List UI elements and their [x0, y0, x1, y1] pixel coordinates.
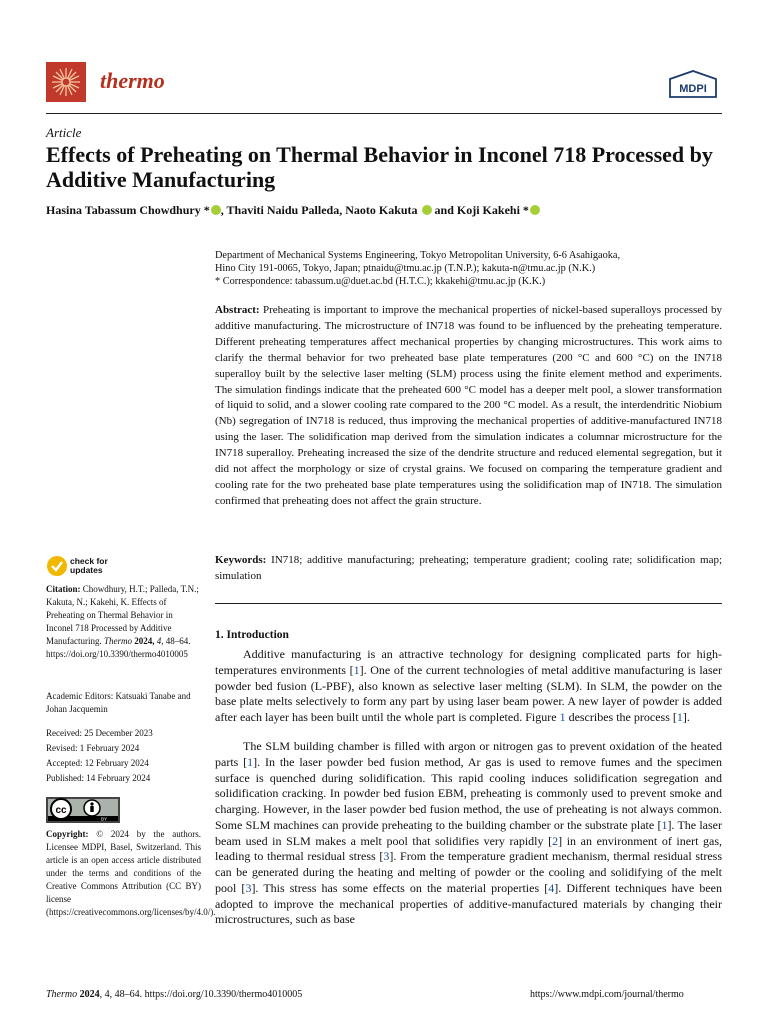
text-run: describes the process [	[565, 710, 677, 724]
cc-by-license-icon[interactable]	[46, 797, 120, 823]
abstract-text: Preheating is important to improve the mechanical properties of nickel-based superalloys processed by additive manufacturing. The microstructure of IN718 was found to be influenced by the preheating temperature. Different preheating temperatures affect mechanical properties by changing microstructures. This work aims to clarify the thermal behavior for two preheated base plate temperatures (200 °C and 600 °C) on the IN718 superalloy built by the selective laser melting (SLM) process using the finite element method and experiments. The simulation findings indicate that the preheated 600 °C model has a deeper melt pool, a slower transformation of liquid to solid, and a slower cooling rate compared to the 200 °C model. As a result, the interdendritic Niobium (Nb) segregation of IN718 is reduced, thus improving the mechanical properties of additive-manufactured IN718 using the laser. The solidification map derived from the simulation indicates a columnar microstructure for the IN718 superalloy. Preheating increased the size of the dendrite structure and reduced elemental segregation, but it did not affect the morphology or size of crystal grains. We focused on comparing the temperature gradient and cooling rate for the two preheated base plate temperatures using the solidification map of IN718. The simulation confirmed that preheating does not affect the grain structure.	[215, 304, 723, 507]
header-rule	[46, 113, 722, 114]
date-accepted: Accepted: 12 February 2024	[46, 758, 149, 768]
article-title: Effects of Preheating on Thermal Behavior in Inconel 718 Processed by Additive Manufacturing	[46, 142, 713, 192]
citation-journal: Thermo	[103, 636, 132, 646]
abstract-label: Abstract:	[215, 304, 260, 316]
citation-volume: 4	[156, 636, 162, 646]
affiliation-line: Hino City 191-0065, Tokyo, Japan; ptnaidu@tmu.ac.jp (T.N.P.); kakuta-n@tmu.ac.jp (N.K.)	[215, 263, 596, 274]
copyright-text: © 2024 by the authors. Licensee MDPI, Basel, Switzerland. This article is an open access article distributed under the terms and conditions of the Creative Commons Attribution (CC BY) license (https://creativecommons.org/licenses/by/4.0/).	[46, 829, 216, 917]
copyright-notice	[46, 828, 216, 919]
footer-doi[interactable]: , 4, 48–64. https://doi.org/10.3390/thermo4010005	[99, 989, 303, 1000]
footer-citation	[46, 989, 302, 1000]
orcid-icon[interactable]	[530, 205, 540, 215]
cc-by-label: BY	[100, 816, 108, 822]
citation-year: 2024,	[132, 636, 157, 646]
reference-link[interactable]: 1	[676, 710, 683, 724]
reference-link[interactable]: 2	[552, 833, 559, 848]
footer-year: 2024	[77, 989, 100, 1000]
figure-link[interactable]: 1	[559, 710, 566, 724]
check-line: check for	[70, 556, 108, 566]
keywords-label: Keywords:	[215, 554, 267, 566]
check-line: updates	[70, 565, 103, 575]
reference-link[interactable]: 1	[353, 662, 360, 677]
author-4[interactable]: and Koji Kakehi *	[431, 203, 529, 217]
intro-paragraph-2	[215, 739, 722, 928]
affiliation-line: Department of Mechanical Systems Engineering, Tokyo Metropolitan University, 6-6 Asahigaoka,	[215, 250, 621, 261]
author-2-3[interactable]: , Thaviti Naidu Palleda, Naoto Kakuta	[220, 203, 421, 217]
text-run: ]. The laser beam used in SLM makes a melt pool that solidifies very rapidly [	[215, 817, 722, 848]
section-rule	[215, 603, 722, 604]
reference-link[interactable]: 3	[245, 880, 252, 895]
correspondence-line: * Correspondence: tabassum.u@duet.ac.bd (H.T.C.); kkakehi@tmu.ac.jp (K.K.)	[215, 276, 546, 287]
mdpi-logo-text: MDPI	[679, 83, 707, 95]
journal-name: thermo	[100, 68, 165, 93]
text-run: ]. This stress has some effects on the material properties [	[251, 880, 549, 895]
citation	[46, 583, 201, 661]
text-run: ]. In the laser powder bed fusion method, Ar gas is used to remove fumes and the specimen surface is quenched during solidification. This rapid cooling induces solidification segregation and solidification cracking. In powder bed fusion EBM, preheating is commonly used to prevent smoke and charging. However, in the laser powder bed fusion method, the use of preheating is not always common. Some SLM machines can provide preheating to the building chamber or the substrate plate [	[215, 754, 722, 832]
reference-link[interactable]: 3	[383, 849, 390, 864]
citation-text: Chowdhury, H.T.; Palleda, T.N.; Kakuta, N.; Kakehi, K. Effects of Preheating on Thermal Behavior in Inconel 718 Processed by Additive Manufacturing.	[46, 584, 199, 646]
keywords	[215, 553, 722, 585]
check-for-updates-icon[interactable]	[46, 555, 68, 577]
svg-text:cc: cc	[55, 805, 67, 816]
academic-editors: Academic Editors: Katsuaki Tanabe and Johan Jacquemin	[46, 691, 191, 714]
date-revised: Revised: 1 February 2024	[46, 743, 140, 753]
keywords-text: IN718; additive manufacturing; preheating; temperature gradient; cooling rate; solidification map; simulation	[215, 554, 723, 582]
text-run: ].	[682, 710, 690, 724]
article-type: Article	[46, 125, 82, 140]
check-for-updates-label[interactable]	[70, 557, 108, 575]
citation-label: Citation:	[46, 584, 81, 594]
citation-doi[interactable]: , 48–64. https://doi.org/10.3390/thermo4010005	[46, 636, 191, 659]
reference-link[interactable]: 1	[247, 754, 254, 769]
mdpi-logo-icon[interactable]	[668, 70, 718, 100]
footer-journal-url[interactable]: https://www.mdpi.com/journal/thermo	[530, 989, 684, 1000]
intro-paragraph-1	[215, 647, 722, 726]
text-run: Additive manufacturing is an attractive technology for designing complicated parts for high-temperatures environments [	[215, 647, 722, 677]
date-published: Published: 14 February 2024	[46, 773, 151, 783]
text-run: ] in an environment of inert gas, leading to thermal residual stress [	[215, 833, 723, 864]
date-received: Received: 25 December 2023	[46, 728, 153, 738]
text-run: ]. From the temperature gradient mechanism, thermal residual stress can be generated during the heating and melting of powder or the cooling and solidifying of the melt pool [	[215, 849, 722, 895]
reference-link[interactable]: 4	[548, 880, 555, 895]
thermo-logo-icon	[46, 62, 86, 102]
section-title: 1. Introduction	[215, 629, 289, 641]
copyright-label: Copyright:	[46, 829, 89, 839]
text-run: ]. One of the current technologies of metal additive manufacturing is laser powder bed fusion (L-PBF), also known as selective laser melting (SLM). In SLM, the powder on the base plate melts selectively to form any part by using laser beam power. A new layer of powder is added after each layer has been built until the whole part is completed. Figure	[215, 662, 722, 724]
abstract	[215, 303, 722, 510]
text-run: ]. Different techniques have been adopted to improve the mechanical properties of additive-manufactured materials by changing their microstructures, such as base	[215, 880, 723, 927]
author-1[interactable]: Hasina Tabassum Chowdhury *	[46, 203, 210, 217]
orcid-icon[interactable]	[211, 205, 221, 215]
footer-journal: Thermo	[46, 989, 78, 1000]
author-list	[46, 203, 736, 218]
reference-link[interactable]: 1	[661, 817, 668, 832]
text-run: The SLM building chamber is filled with argon or nitrogen gas to prevent oxidation of the heated parts [	[215, 739, 722, 769]
orcid-icon[interactable]	[422, 205, 432, 215]
